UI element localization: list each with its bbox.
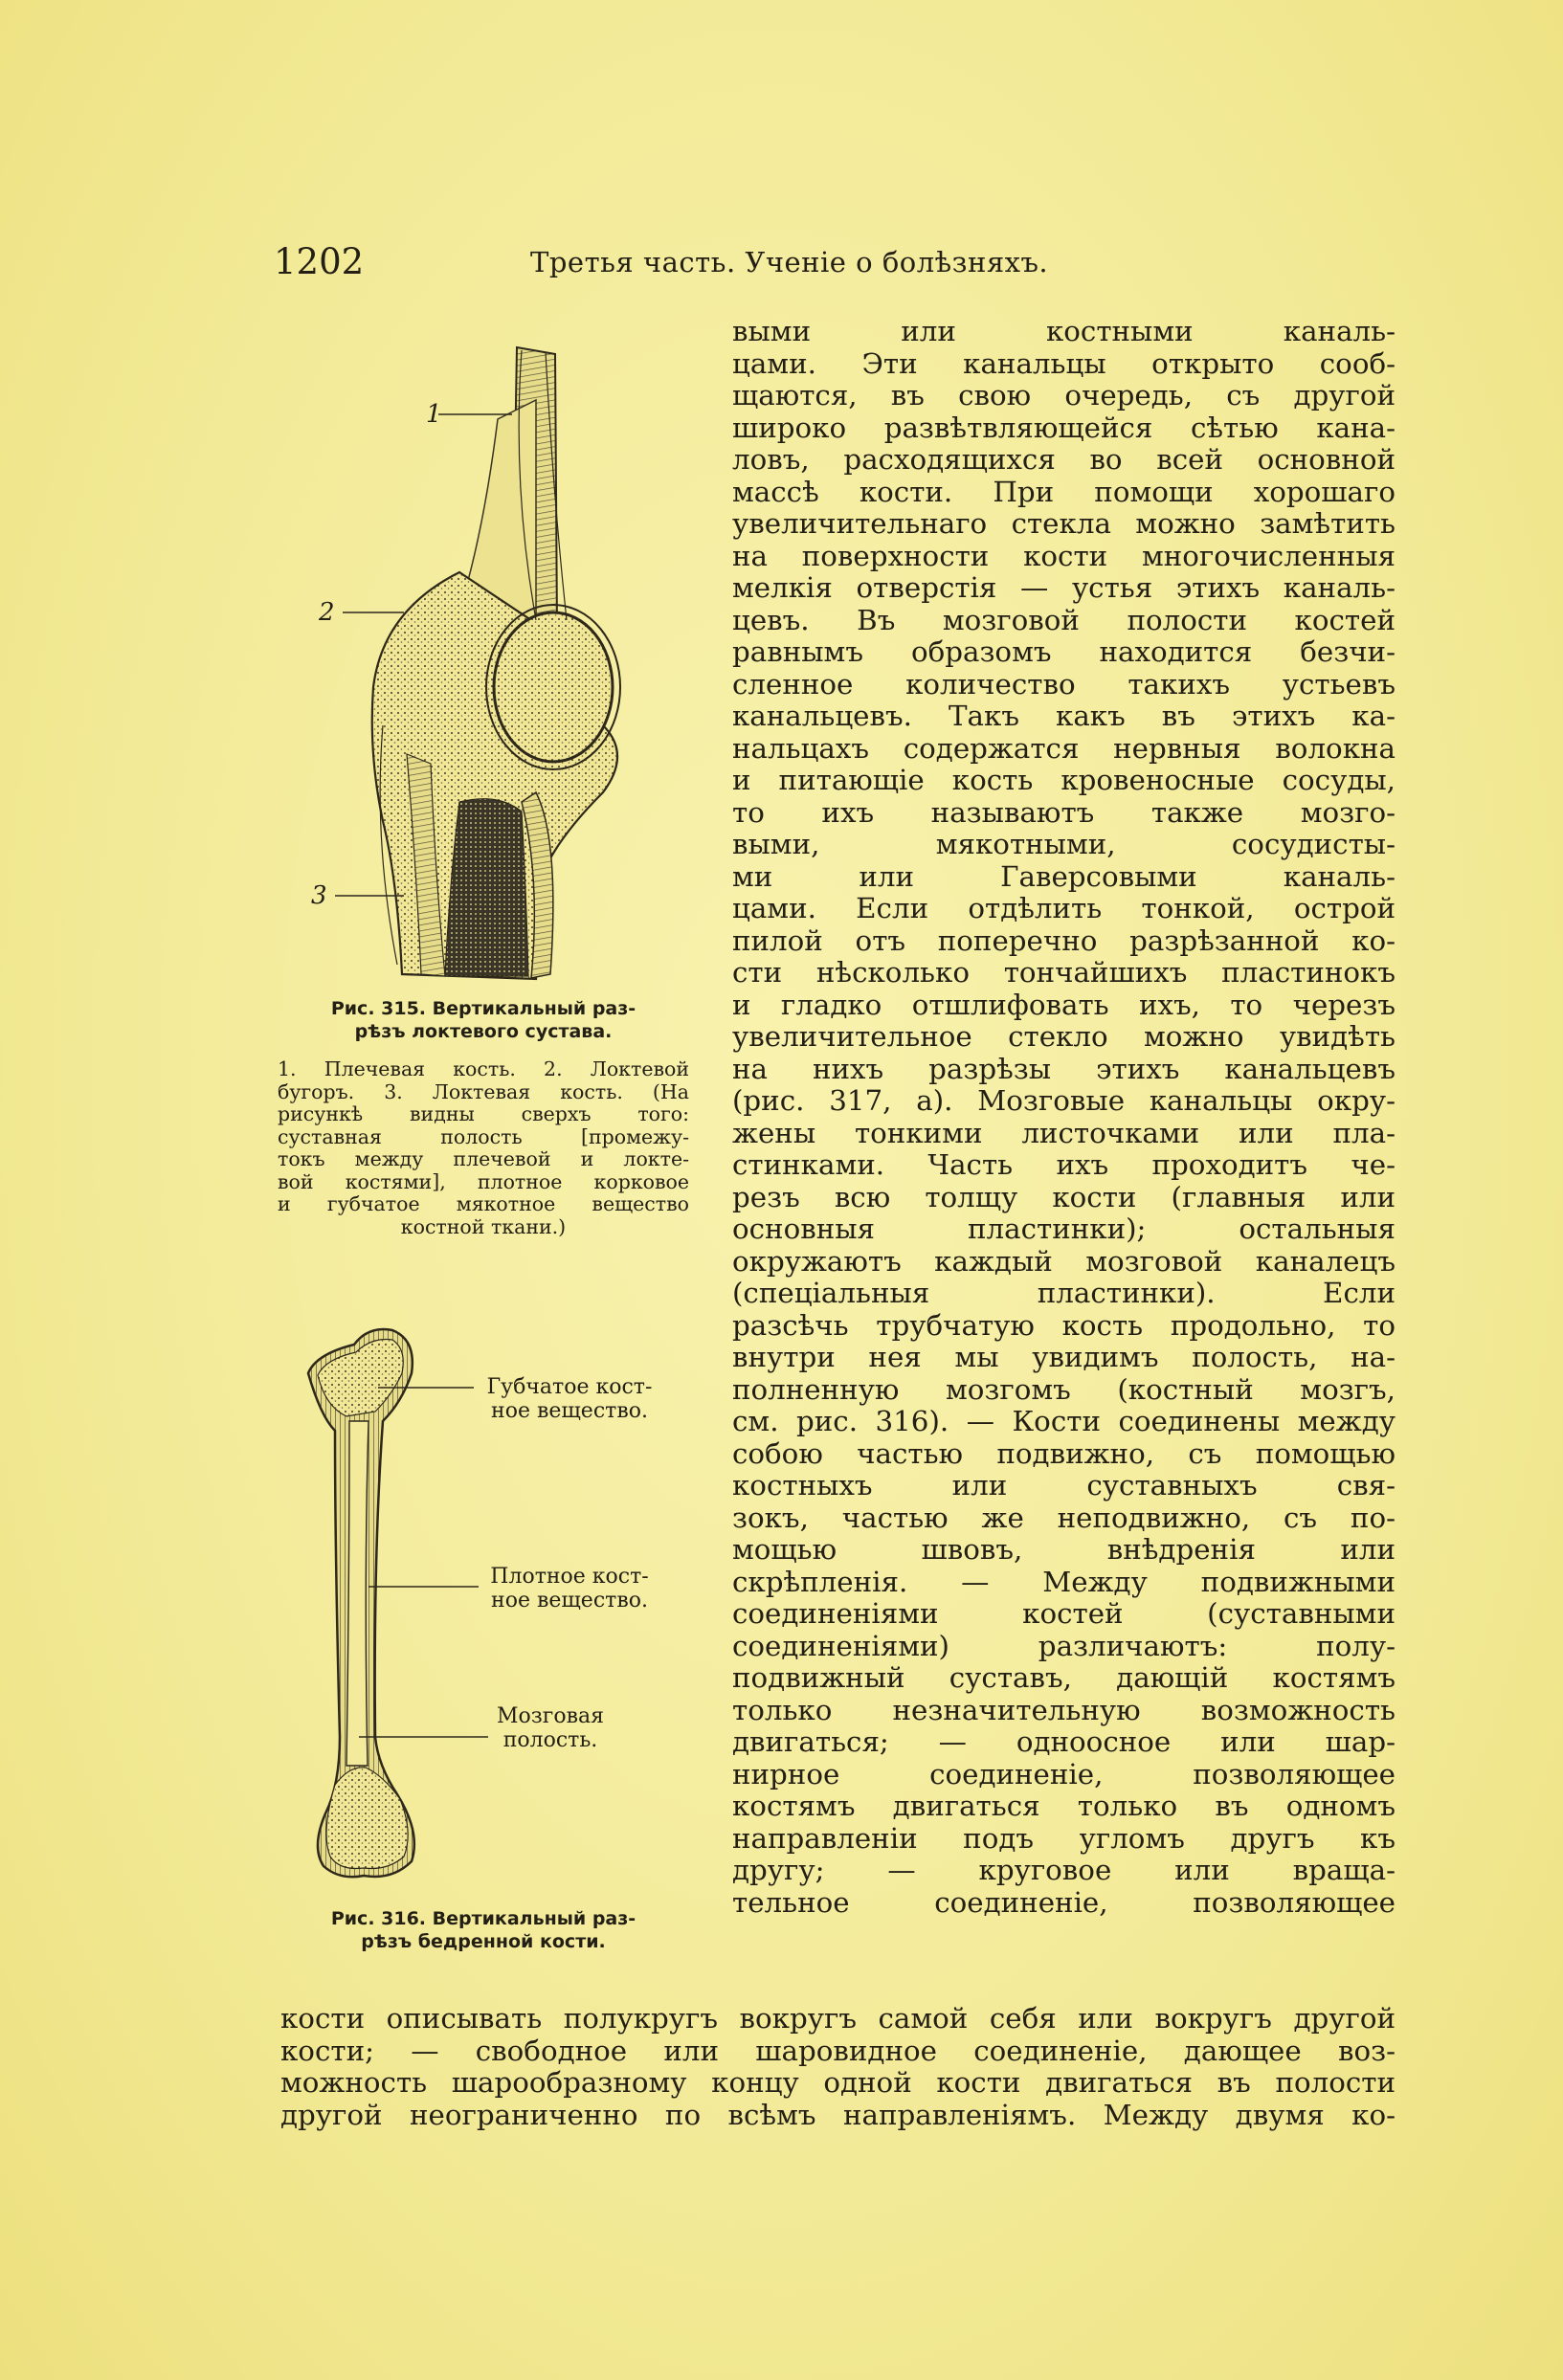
text-line: ми или Гаверсовыми каналь-	[732, 860, 1396, 893]
text-line: полненную мозгомъ (костный мозгъ,	[732, 1373, 1396, 1406]
text-line: внутри нея мы увидимъ полость, на-	[732, 1342, 1396, 1373]
text-line: жены тонкими листочками или пла-	[732, 1117, 1396, 1149]
text-line: увеличительное стекло можно увидѣть	[732, 1021, 1396, 1053]
text-line: (рис. 317, а). Мозговые канальцы окру-	[732, 1085, 1396, 1117]
text-line: и питающіе кость кровеносные сосуды,	[732, 765, 1396, 796]
text-line: стинками. Часть ихъ проходитъ че-	[732, 1149, 1396, 1181]
text-line: основныя пластинки); остальныя	[732, 1213, 1396, 1245]
figure-316-caption-title: Рис. 316. Вертикальный раз- рѣзъ бедренной кости.	[330, 1908, 636, 1952]
page-number: 1202	[274, 241, 365, 282]
text-line: на поверхности кости многочисленныя	[732, 540, 1396, 572]
text-line: увеличительнаго стекла можно замѣтить	[732, 508, 1396, 540]
text-line: мощью швовъ, внѣдренія или	[732, 1534, 1396, 1566]
text-line: другой неограниченно по всѣмъ направленіямъ. Между двумя ко-	[280, 2099, 1396, 2131]
text-line: канальцевъ. Такъ какъ въ этихъ ка-	[732, 701, 1396, 732]
text-line: костямъ двигаться только въ одномъ	[732, 1791, 1396, 1822]
text-line: выми, мякотными, сосудисты-	[732, 829, 1396, 860]
figure-315-caption-text: 1. Плечевая кость. 2. Локтевой бугоръ. 3. Локтевая кость. (На рисункѣ видны сверхъ того: суставная полость [промежу- токъ между плечевой и локте- вой костями], плотное корковое и губчатое мякотное вещество костной ткани.)	[278, 1057, 689, 1238]
text-line: сти нѣсколько тончайшихъ пластинокъ	[732, 957, 1396, 989]
text-line: направленіи подъ угломъ другъ къ	[732, 1822, 1396, 1855]
text-line: массѣ кости. При помощи хорошаго	[732, 476, 1396, 508]
text-line: ловъ, расходящихся во всей основной	[732, 444, 1396, 476]
text-line: кости; — свободное или шаровидное соединеніе, дающее воз-	[280, 2035, 1396, 2067]
text-line: (спеціальныя пластинки). Если	[732, 1278, 1396, 1309]
label-spongy-bone: Губчатое кост- ное вещество.	[486, 1375, 653, 1423]
text-line: можность шарообразному концу одной кости двигаться въ полости	[280, 2067, 1396, 2099]
text-line: другу; — круговое или враща-	[732, 1855, 1396, 1886]
figure-315-label-3: 3	[311, 881, 327, 910]
text-line: цами. Если отдѣлить тонкой, острой	[732, 893, 1396, 924]
body-text-column	[732, 316, 1396, 1919]
text-line: сленное количество такихъ устьевъ	[732, 668, 1396, 701]
elbow-section-drawing	[316, 343, 660, 986]
text-line: см. рис. 316). — Кости соединены между	[732, 1406, 1396, 1437]
text-line: цами. Эти канальцы открыто сооб-	[732, 347, 1396, 380]
text-line: нальцахъ содержатся нервныя волокна	[732, 732, 1396, 765]
text-line: щаются, въ свою очередь, съ другой	[732, 380, 1396, 411]
text-line: тельное соединеніе, позволяющее	[732, 1886, 1396, 1919]
running-title: Третья часть. Ученіе о болѣзняхъ.	[530, 246, 1049, 278]
text-line: соединеніями) различаютъ: полу-	[732, 1630, 1396, 1662]
text-line: пилой отъ поперечно разрѣзанной ко-	[732, 924, 1396, 957]
text-line: скрѣпленія. — Между подвижными	[732, 1566, 1396, 1598]
text-line: резъ всю толщу кости (главныя или	[732, 1181, 1396, 1213]
text-line: широко развѣтвляющейся сѣтью кана-	[732, 411, 1396, 444]
text-line: мелкія отверстія — устья этихъ каналь-	[732, 572, 1396, 604]
text-line: разсѣчь трубчатую кость продольно, то	[732, 1309, 1396, 1342]
text-line: подвижный суставъ, дающій костямъ	[732, 1662, 1396, 1694]
text-line: равнымъ образомъ находится безчи-	[732, 636, 1396, 668]
figure-315-label-2: 2	[319, 598, 335, 627]
text-line: двигаться; — одноосное или шар-	[732, 1726, 1396, 1758]
figure-315-label-1: 1	[426, 400, 442, 429]
text-line: собою частью подвижно, съ помощью	[732, 1437, 1396, 1470]
figure-315-elbow-section	[316, 343, 660, 986]
text-line: окружаютъ каждый мозговой каналецъ	[732, 1245, 1396, 1278]
text-line: соединеніями костей (суставными	[732, 1598, 1396, 1630]
text-line: костныхъ или суставныхъ свя-	[732, 1470, 1396, 1501]
running-header	[274, 241, 1288, 283]
text-line: зокъ, частью же неподвижно, съ по-	[732, 1501, 1396, 1534]
text-line: цевъ. Въ мозговой полости костей	[732, 604, 1396, 636]
label-marrow-cavity: Мозговая полость.	[497, 1704, 604, 1752]
text-line: нирное соединеніе, позволяющее	[732, 1758, 1396, 1791]
label-compact-bone: Плотное кост- ное вещество.	[490, 1565, 649, 1613]
text-line: на нихъ разрѣзы этихъ канальцевъ	[732, 1053, 1396, 1085]
text-line: только незначительную возможность	[732, 1694, 1396, 1726]
text-line: и гладко отшлифовать ихъ, то черезъ	[732, 989, 1396, 1021]
body-text-full-width	[280, 2003, 1396, 2131]
text-line: кости описывать полукругъ вокругъ самой себя или вокругъ другой	[280, 2003, 1396, 2035]
text-line: выми или костными каналь-	[732, 316, 1396, 347]
figure-315-caption-title: Рис. 315. Вертикальный раз- рѣзъ локтевого сустава.	[330, 998, 636, 1042]
text-line: то ихъ называютъ также мозго-	[732, 796, 1396, 829]
